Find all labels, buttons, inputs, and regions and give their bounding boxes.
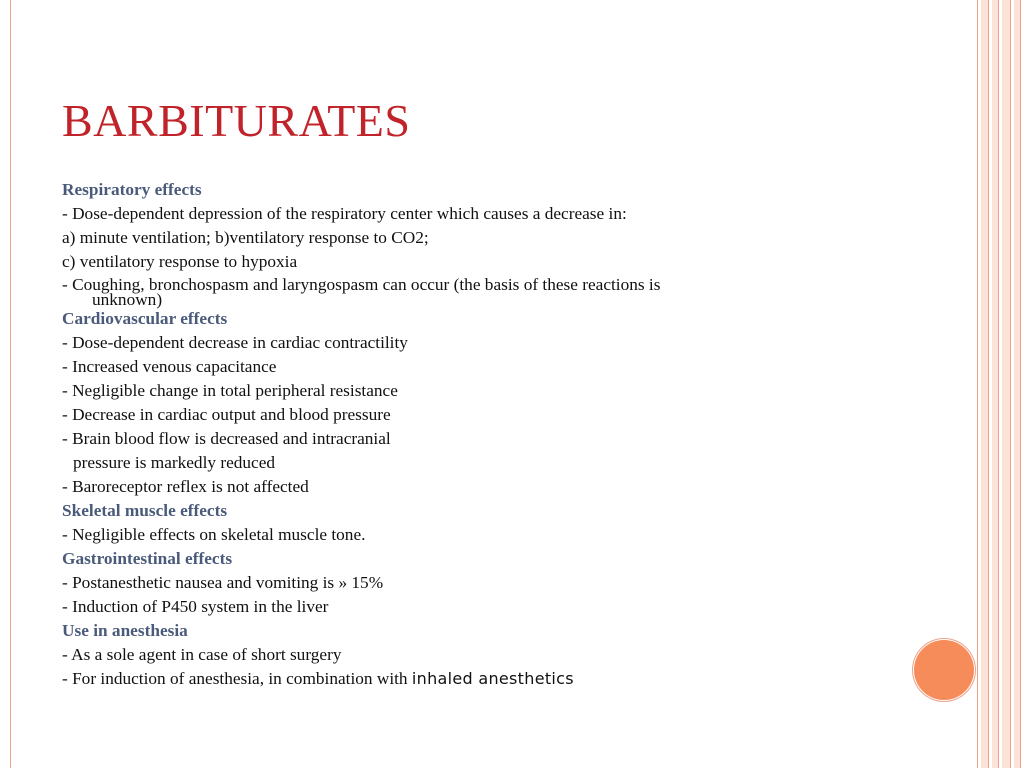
bullet-line-continuation: unknown) (92, 290, 163, 309)
right-border-stripe (981, 0, 988, 768)
right-border-line (1010, 0, 1011, 768)
bullet-line: - Brain blood flow is decreased and intracranial (62, 429, 391, 448)
bullet-line: - Negligible change in total peripheral resistance (62, 381, 398, 400)
bullet-line-wrapped (62, 274, 862, 307)
section-heading-anesthesia: Use in anesthesia (62, 621, 188, 640)
bullet-line: - Baroreceptor reflex is not affected (62, 477, 309, 496)
section-heading-gastrointestinal: Gastrointestinal effects (62, 549, 233, 568)
bullet-line: - Negligible effects on skeletal muscle tone. (62, 525, 366, 544)
bullet-line: a) minute ventilation; b)ventilatory response to CO2; (62, 228, 429, 247)
section-heading-respiratory: Respiratory effects (62, 180, 202, 199)
bullet-line: - Increased venous capacitance (62, 357, 277, 376)
bullet-line-continuation: pressure is markedly reduced (73, 453, 276, 472)
bullet-line: - As a sole agent in case of short surgery (62, 645, 342, 664)
bullet-line: c) ventilatory response to hypoxia (62, 252, 298, 271)
bullet-line: - Induction of P450 system in the liver (62, 597, 329, 616)
bullet-line-part: - Coughing, bronchospasm and laryngospasm can occur (the basis of these reactions is (62, 275, 661, 294)
bullet-line-part: inhaled anesthetics (411, 669, 574, 688)
right-border-line (977, 0, 978, 768)
left-border-line (10, 0, 11, 768)
section-heading-cardiovascular: Cardiovascular effects (62, 309, 228, 328)
bullet-line: - Dose-dependent decrease in cardiac contractility (62, 333, 408, 352)
bullet-line (62, 667, 862, 691)
section-heading-skeletal: Skeletal muscle effects (62, 501, 228, 520)
bullet-line: - Dose-dependent depression of the respiratory center which causes a decrease in: (62, 204, 627, 223)
bullet-line: - Decrease in cardiac output and blood pressure (62, 405, 391, 424)
right-border-stripe (1002, 0, 1010, 768)
right-border-line (998, 0, 999, 768)
decorative-circle (914, 640, 974, 700)
right-border-line (988, 0, 989, 768)
right-border-line (1020, 0, 1021, 768)
bullet-line: - Postanesthetic nausea and vomiting is » 15% (62, 573, 384, 592)
slide-title: BARBITURATES (62, 95, 411, 146)
slide-body (62, 178, 862, 691)
bullet-line-part: - For induction of anesthesia, in combination with (62, 669, 412, 688)
